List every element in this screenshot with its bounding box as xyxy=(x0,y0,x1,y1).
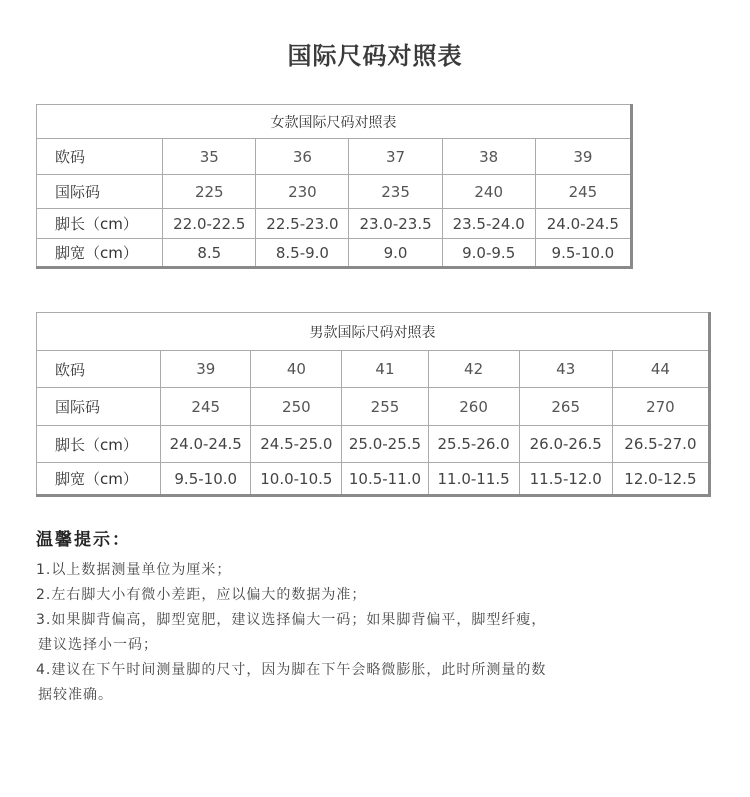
tip-item xyxy=(36,558,716,583)
cell-intl: 240 xyxy=(442,175,535,209)
row-label-intl: 国际码 xyxy=(37,175,163,209)
tip-item xyxy=(36,608,716,658)
row-label-eu: 欧码 xyxy=(37,139,163,175)
cell-eu: 40 xyxy=(251,351,342,388)
row-label-foot-width: 脚宽（cm） xyxy=(37,463,161,496)
cell-intl: 245 xyxy=(161,388,251,426)
row-label-foot-length: 脚长（cm） xyxy=(37,426,161,463)
cell-foot-length: 22.0-22.5 xyxy=(163,209,256,239)
tips-section xyxy=(36,525,716,708)
cell-eu: 38 xyxy=(442,139,535,175)
cell-foot-width: 9.5-10.0 xyxy=(535,239,631,268)
cell-foot-length: 24.0-24.5 xyxy=(535,209,631,239)
tip-text: 3.如果脚背偏高，脚型宽肥，建议选择偏大一码；如果脚背偏平，脚型纤瘦， xyxy=(36,612,547,628)
cell-eu: 42 xyxy=(428,351,519,388)
cell-foot-width: 9.5-10.0 xyxy=(161,463,251,496)
cell-foot-width: 11.5-12.0 xyxy=(519,463,612,496)
women-table-caption: 女款国际尺码对照表 xyxy=(37,105,632,139)
cell-foot-width: 8.5 xyxy=(163,239,256,268)
cell-foot-width: 12.0-12.5 xyxy=(612,463,709,496)
cell-foot-width: 10.0-10.5 xyxy=(251,463,342,496)
men-size-table xyxy=(36,312,711,497)
men-table-caption: 男款国际尺码对照表 xyxy=(37,313,710,351)
cell-eu: 36 xyxy=(256,139,349,175)
women-size-table xyxy=(36,104,633,269)
cell-foot-width: 9.0 xyxy=(349,239,442,268)
cell-intl: 230 xyxy=(256,175,349,209)
page-title: 国际尺码对照表 xyxy=(287,42,463,70)
cell-foot-width: 11.0-11.5 xyxy=(428,463,519,496)
cell-foot-length: 23.0-23.5 xyxy=(349,209,442,239)
cell-eu: 35 xyxy=(163,139,256,175)
cell-intl: 255 xyxy=(342,388,428,426)
cell-foot-length: 25.0-25.5 xyxy=(342,426,428,463)
row-label-intl: 国际码 xyxy=(37,388,161,426)
cell-intl: 225 xyxy=(163,175,256,209)
cell-intl: 250 xyxy=(251,388,342,426)
cell-intl: 270 xyxy=(612,388,709,426)
tip-text-continuation: 据较准确。 xyxy=(38,687,113,703)
cell-eu: 39 xyxy=(535,139,631,175)
tip-text: 1.以上数据测量单位为厘米； xyxy=(36,562,232,578)
cell-foot-width: 9.0-9.5 xyxy=(442,239,535,268)
cell-foot-length: 26.5-27.0 xyxy=(612,426,709,463)
cell-intl: 265 xyxy=(519,388,612,426)
cell-foot-length: 25.5-26.0 xyxy=(428,426,519,463)
cell-foot-width: 8.5-9.0 xyxy=(256,239,349,268)
cell-eu: 39 xyxy=(161,351,251,388)
tip-item xyxy=(36,583,716,608)
cell-foot-width: 10.5-11.0 xyxy=(342,463,428,496)
cell-eu: 41 xyxy=(342,351,428,388)
cell-intl: 260 xyxy=(428,388,519,426)
cell-foot-length: 26.0-26.5 xyxy=(519,426,612,463)
cell-eu: 37 xyxy=(349,139,442,175)
tip-item xyxy=(36,658,716,708)
row-label-eu: 欧码 xyxy=(37,351,161,388)
cell-eu: 43 xyxy=(519,351,612,388)
row-label-foot-width: 脚宽（cm） xyxy=(37,239,163,268)
tips-title: 温馨提示： xyxy=(36,530,131,550)
row-label-foot-length: 脚长（cm） xyxy=(37,209,163,239)
tip-text: 4.建议在下午时间测量脚的尺寸，因为脚在下午会略微膨胀，此时所测量的数 xyxy=(36,662,547,678)
cell-eu: 44 xyxy=(612,351,709,388)
cell-intl: 235 xyxy=(349,175,442,209)
cell-intl: 245 xyxy=(535,175,631,209)
tip-text-continuation: 建议选择小一码； xyxy=(38,637,158,653)
cell-foot-length: 22.5-23.0 xyxy=(256,209,349,239)
cell-foot-length: 24.0-24.5 xyxy=(161,426,251,463)
tip-text: 2.左右脚大小有微小差距，应以偏大的数据为准； xyxy=(36,587,367,603)
cell-foot-length: 24.5-25.0 xyxy=(251,426,342,463)
cell-foot-length: 23.5-24.0 xyxy=(442,209,535,239)
